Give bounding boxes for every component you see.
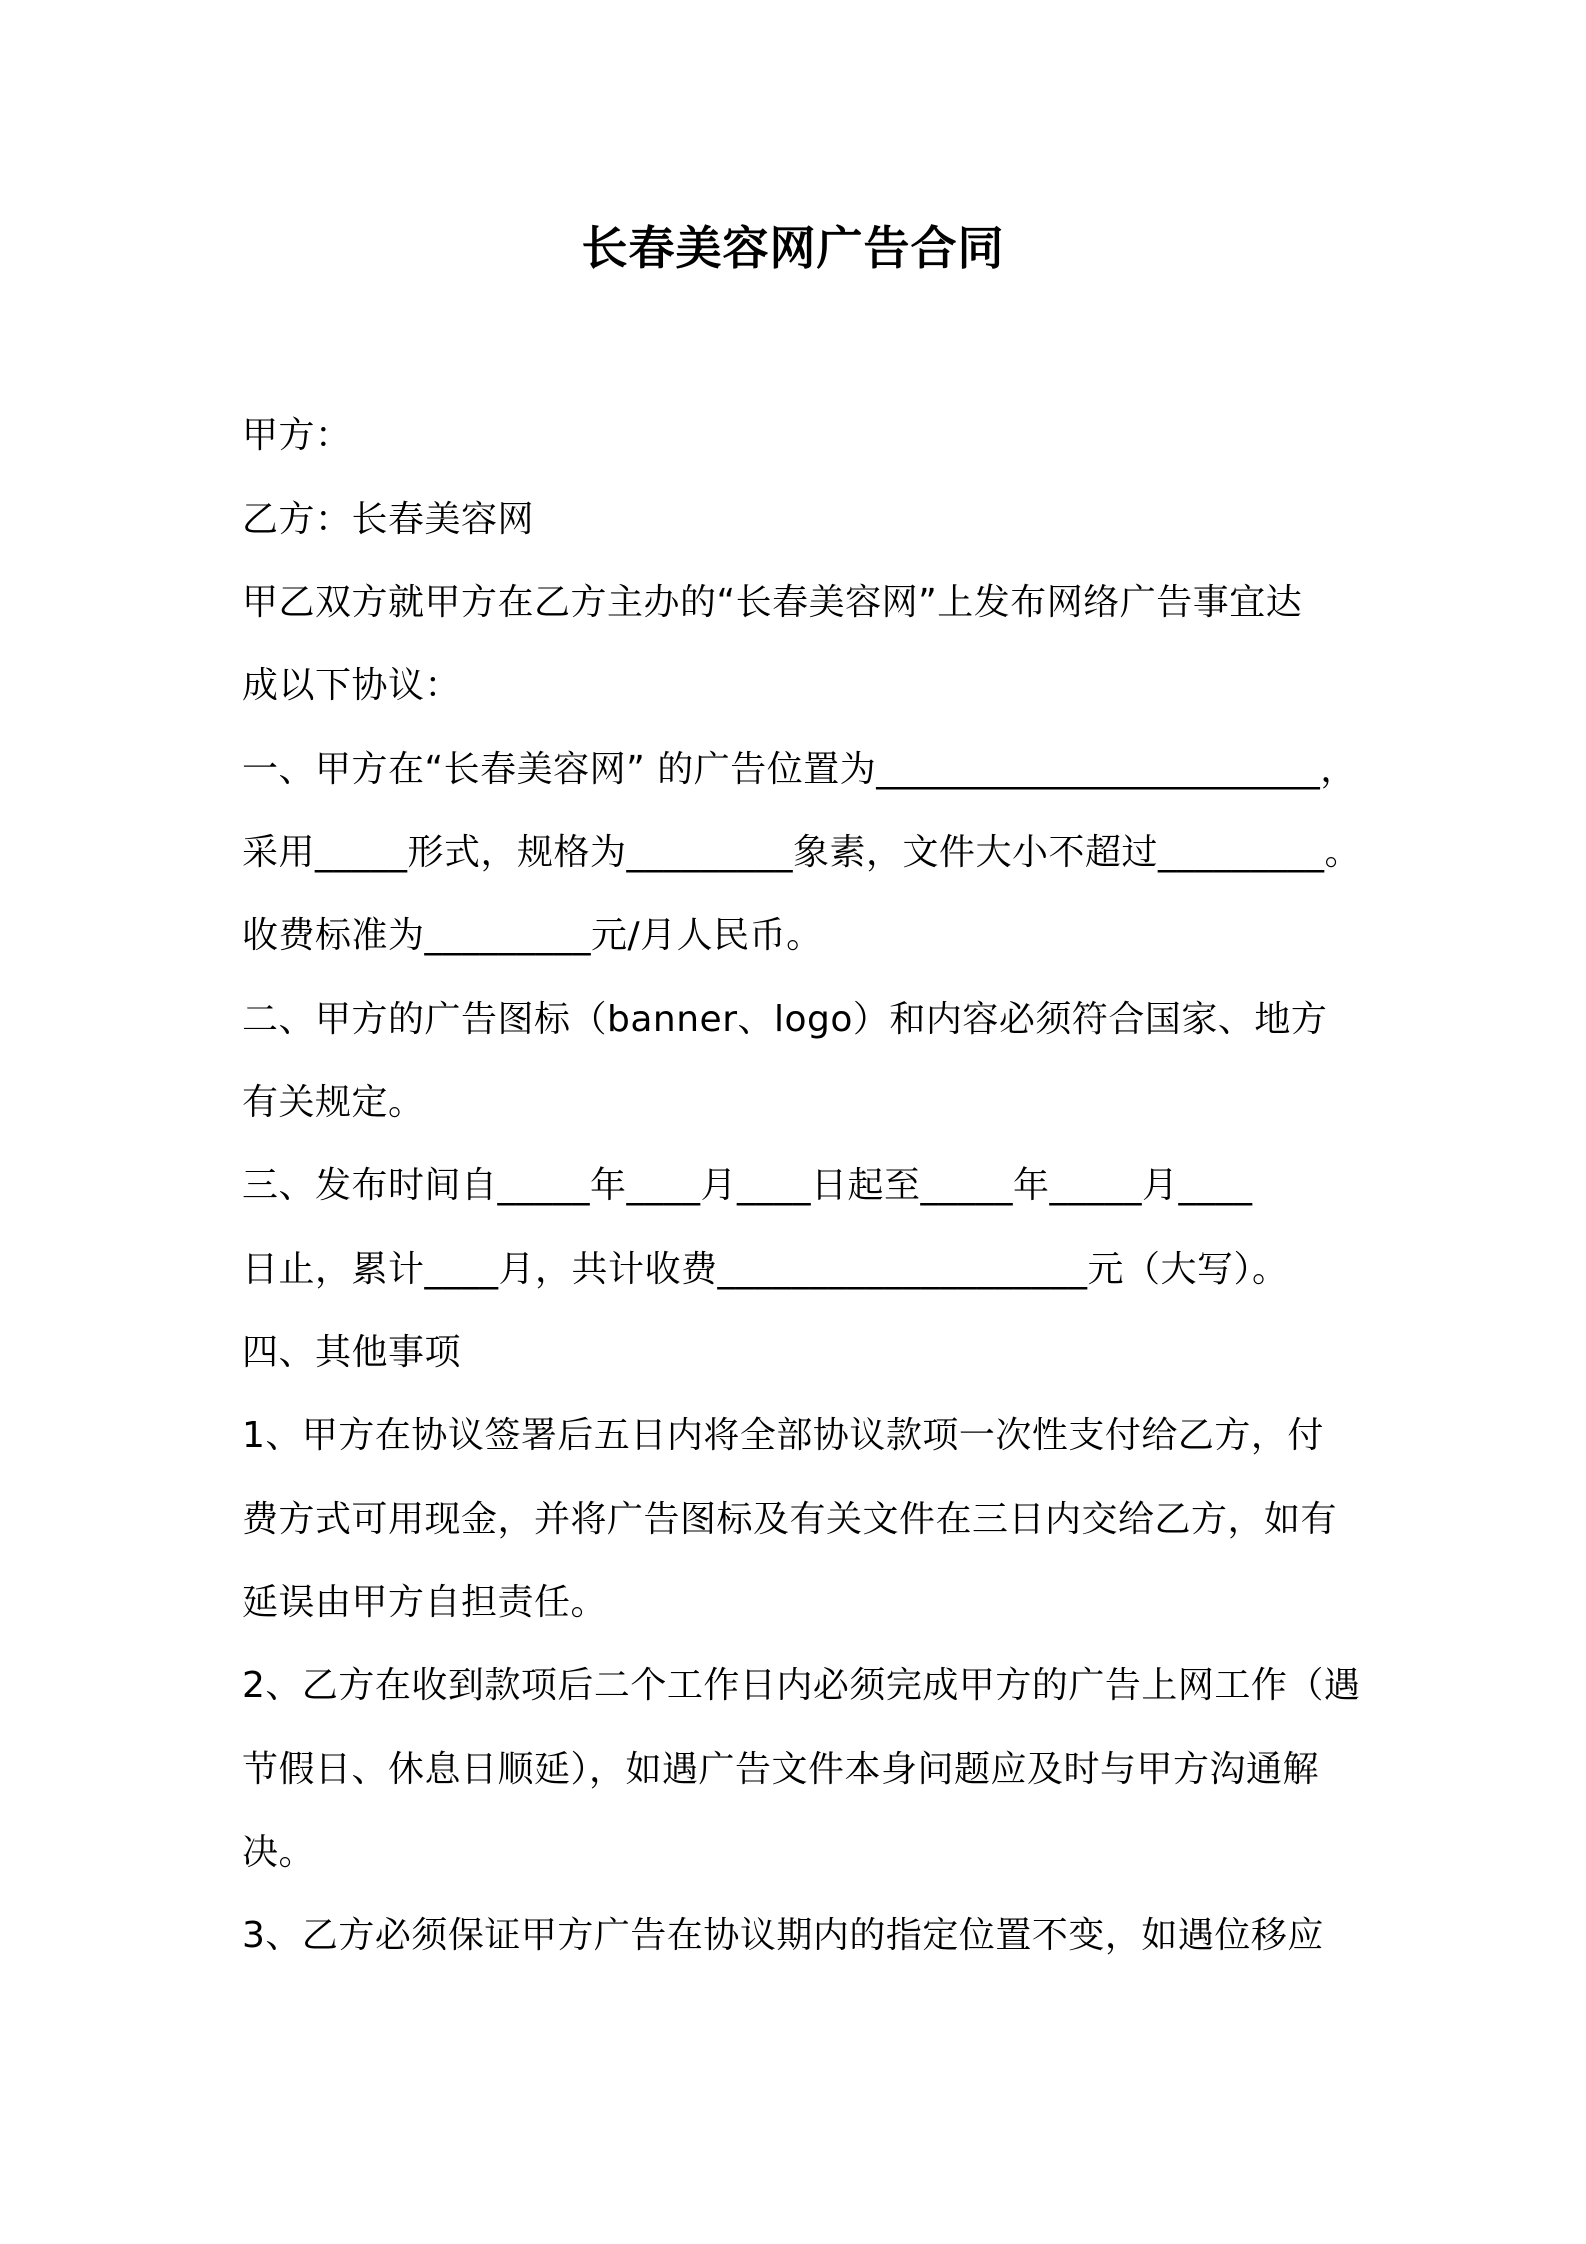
item-1-line: 费方式可用现金，并将广告图标及有关文件在三日内交给乙方，如有 <box>242 1499 1338 1540</box>
item-2-line: 决。 <box>242 1832 316 1873</box>
clause-4-heading: 四、其他事项 <box>242 1332 462 1373</box>
item-1-line: 1、甲方在协议签署后五日内将全部协议款项一次性支付给乙方，付 <box>242 1415 1324 1456</box>
clause-1-line: 收费标准为_________元/月人民币。 <box>242 915 823 956</box>
clause-3-line: 日止，累计____月，共计收费____________________元（大写）。 <box>242 1249 1289 1290</box>
clause-2-line: 有关规定。 <box>242 1082 425 1123</box>
item-1-line: 延误由甲方自担责任。 <box>242 1582 608 1623</box>
clause-2-line: 二、甲方的广告图标（banner、logo）和内容必须符合国家、地方 <box>242 999 1328 1040</box>
clause-1-line: 采用_____形式，规格为_________象素，文件大小不超过_________。 <box>242 832 1362 873</box>
agreement-intro-line: 成以下协议： <box>242 665 462 706</box>
clause-1-line: 一、甲方在“长春美容网” 的广告位置为________________________， <box>242 749 1357 790</box>
party-a-line: 甲方： <box>242 415 352 456</box>
party-b-line: 乙方：长春美容网 <box>242 499 535 540</box>
item-3-line: 3、乙方必须保证甲方广告在协议期内的指定位置不变，如遇位移应 <box>242 1915 1324 1956</box>
document-title: 长春美容网广告合同 <box>581 221 1005 275</box>
agreement-intro-line: 甲乙双方就甲方在乙方主办的“长春美容网”上发布网络广告事宜达 <box>242 582 1303 623</box>
clause-3-line: 三、发布时间自_____年____月____日起至_____年_____月____ <box>242 1165 1253 1206</box>
item-2-line: 2、乙方在收到款项后二个工作日内必须完成甲方的广告上网工作（遇 <box>242 1665 1361 1706</box>
item-2-line: 节假日、休息日顺延），如遇广告文件本身问题应及时与甲方沟通解 <box>242 1749 1320 1790</box>
